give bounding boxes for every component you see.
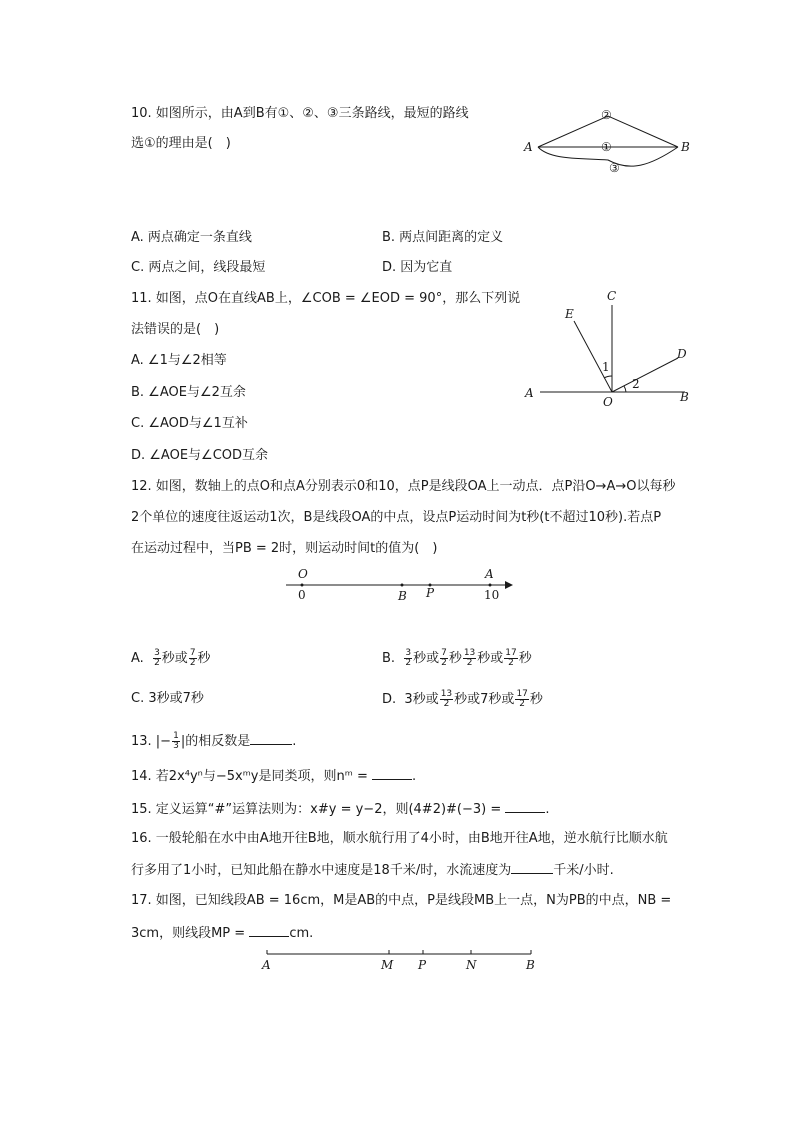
q17-answer-blank[interactable] bbox=[249, 924, 289, 937]
q10-label-route3: ③ bbox=[609, 161, 620, 175]
q11-label-c: C bbox=[607, 289, 617, 303]
q11-option-d[interactable]: D. ∠AOE与∠COD互余 bbox=[131, 448, 269, 463]
fraction: $\frac{17}{2}$ bbox=[516, 689, 528, 709]
q10-label-a: A bbox=[524, 140, 533, 154]
q16-stem-line2: 行多用了1小时，已知此船在静水中速度是18千米/时，水流速度为 千米/小时. bbox=[131, 863, 614, 878]
q12-option-a[interactable]: A. $\frac{3}{2}$ 秒或 $\frac{7}{2}$ 秒 bbox=[131, 648, 211, 668]
q12-number-line-figure bbox=[280, 565, 520, 605]
q11-stem-line1: 11. 如图，点O在直线AB上，∠COB = ∠EOD = 90°，那么下列说 bbox=[131, 291, 521, 306]
q17-label-b: B bbox=[526, 958, 535, 972]
q13-answer-blank[interactable] bbox=[250, 732, 292, 745]
q17-label-p: P bbox=[418, 958, 427, 972]
fraction: $\frac{17}{2}$ bbox=[505, 648, 517, 668]
q11-option-a[interactable]: A. ∠1与∠2相等 bbox=[131, 353, 227, 368]
q11-label-d: D bbox=[677, 347, 687, 361]
q11-label-angle1: 1 bbox=[602, 360, 610, 374]
q11-label-e: E bbox=[565, 307, 574, 321]
fraction: $\frac{7}{2}$ bbox=[441, 648, 447, 668]
q11-label-b: B bbox=[680, 390, 689, 404]
q17-label-n: N bbox=[466, 958, 477, 972]
q10-label-route2: ② bbox=[601, 108, 612, 122]
q12-label-a: A bbox=[485, 567, 494, 581]
q12-tick-ten: 10 bbox=[484, 588, 500, 602]
q16-stem-line1: 16. 一般轮船在水中由A地开往B地，顺水航行用了4小时，由B地开往A地，逆水航行比顺水航 bbox=[131, 831, 668, 846]
q16-answer-blank[interactable] bbox=[511, 861, 553, 874]
q12-option-b[interactable]: B. $\frac{3}{2}$ 秒或 $\frac{7}{2}$ 秒 $\frac{13}{2}$ 秒或 $\frac{17}{2}$ 秒 bbox=[382, 648, 532, 668]
q12-stem-line2: 2个单位的速度往返运动1次，B是线段OA的中点，设点P运动时间为t秒(t不超过10秒).若点P bbox=[131, 510, 662, 525]
q10-option-c[interactable]: C. 两点之间，线段最短 bbox=[131, 260, 266, 275]
q15-answer-blank[interactable] bbox=[505, 800, 545, 813]
q11-option-b[interactable]: B. ∠AOE与∠2互余 bbox=[131, 385, 246, 400]
q17-stem-line2: 3cm，则线段MP = cm. bbox=[131, 926, 314, 941]
fraction: $\frac{3}{2}$ bbox=[405, 648, 412, 668]
q10-label-route1: ① bbox=[601, 140, 612, 154]
fraction: $\frac{13}{2}$ bbox=[440, 689, 453, 709]
q17-label-a: A bbox=[262, 958, 271, 972]
q12-label-p: P bbox=[426, 586, 435, 600]
q10-stem-line1: 10. 如图所示，由A到B有①、②、③三条路线，最短的路线 bbox=[131, 106, 469, 121]
q13-stem: 13. |− $\frac{1}{3}$ |的相反数是 . bbox=[131, 731, 297, 751]
q11-label-angle2: 2 bbox=[632, 377, 640, 391]
q15-stem: 15. 定义运算“#”运算法则为：x#y = y−2，则(4#2)#(−3) = . bbox=[131, 802, 550, 817]
fraction: $\frac{13}{2}$ bbox=[463, 648, 476, 668]
q10-stem-line2: 选①的理由是( ) bbox=[131, 136, 231, 151]
q10-label-b: B bbox=[681, 140, 690, 154]
q14-stem: 14. 若2x⁴yⁿ与−5xᵐy是同类项，则nᵐ = . bbox=[131, 769, 417, 784]
q17-segment-figure bbox=[255, 945, 545, 975]
q10-route-figure bbox=[520, 100, 700, 180]
q10-option-a[interactable]: A. 两点确定一条直线 bbox=[131, 230, 252, 245]
q12-option-c[interactable]: C. 3秒或7秒 bbox=[131, 691, 204, 706]
q11-stem-line2: 法错误的是( ) bbox=[131, 322, 220, 337]
q12-stem-line1: 12. 如图，数轴上的点O和点A分别表示0和10，点P是线段OA上一动点．点P沿O→A→O以每秒 bbox=[131, 479, 676, 494]
q17-stem-line1: 17. 如图，已知线段AB = 16cm，M是AB的中点，P是线段MB上一点，N为PB的中点，NB = bbox=[131, 893, 672, 908]
q11-option-c[interactable]: C. ∠AOD与∠1互补 bbox=[131, 416, 248, 431]
q12-option-d[interactable]: D. 3秒或 $\frac{13}{2}$ 秒或7秒或 $\frac{17}{2}$ 秒 bbox=[382, 689, 543, 709]
q12-tick-zero: 0 bbox=[298, 588, 306, 602]
q12-label-b: B bbox=[398, 589, 407, 603]
q14-answer-blank[interactable] bbox=[372, 767, 412, 780]
fraction: $\frac{3}{2}$ bbox=[154, 648, 160, 668]
fraction: $\frac{7}{2}$ bbox=[189, 648, 196, 668]
fraction: $\frac{1}{3}$ bbox=[173, 731, 179, 751]
q10-option-b[interactable]: B. 两点间距离的定义 bbox=[382, 230, 504, 245]
q11-label-o: O bbox=[603, 395, 613, 409]
q12-stem-line3: 在运动过程中，当PB = 2时，则运动时间t的值为( ) bbox=[131, 541, 438, 556]
q11-label-a: A bbox=[525, 386, 534, 400]
q10-option-d[interactable]: D. 因为它直 bbox=[382, 260, 453, 275]
q12-label-o: O bbox=[298, 567, 308, 581]
q17-label-m: M bbox=[381, 958, 394, 972]
q11-angle-figure bbox=[520, 285, 700, 410]
